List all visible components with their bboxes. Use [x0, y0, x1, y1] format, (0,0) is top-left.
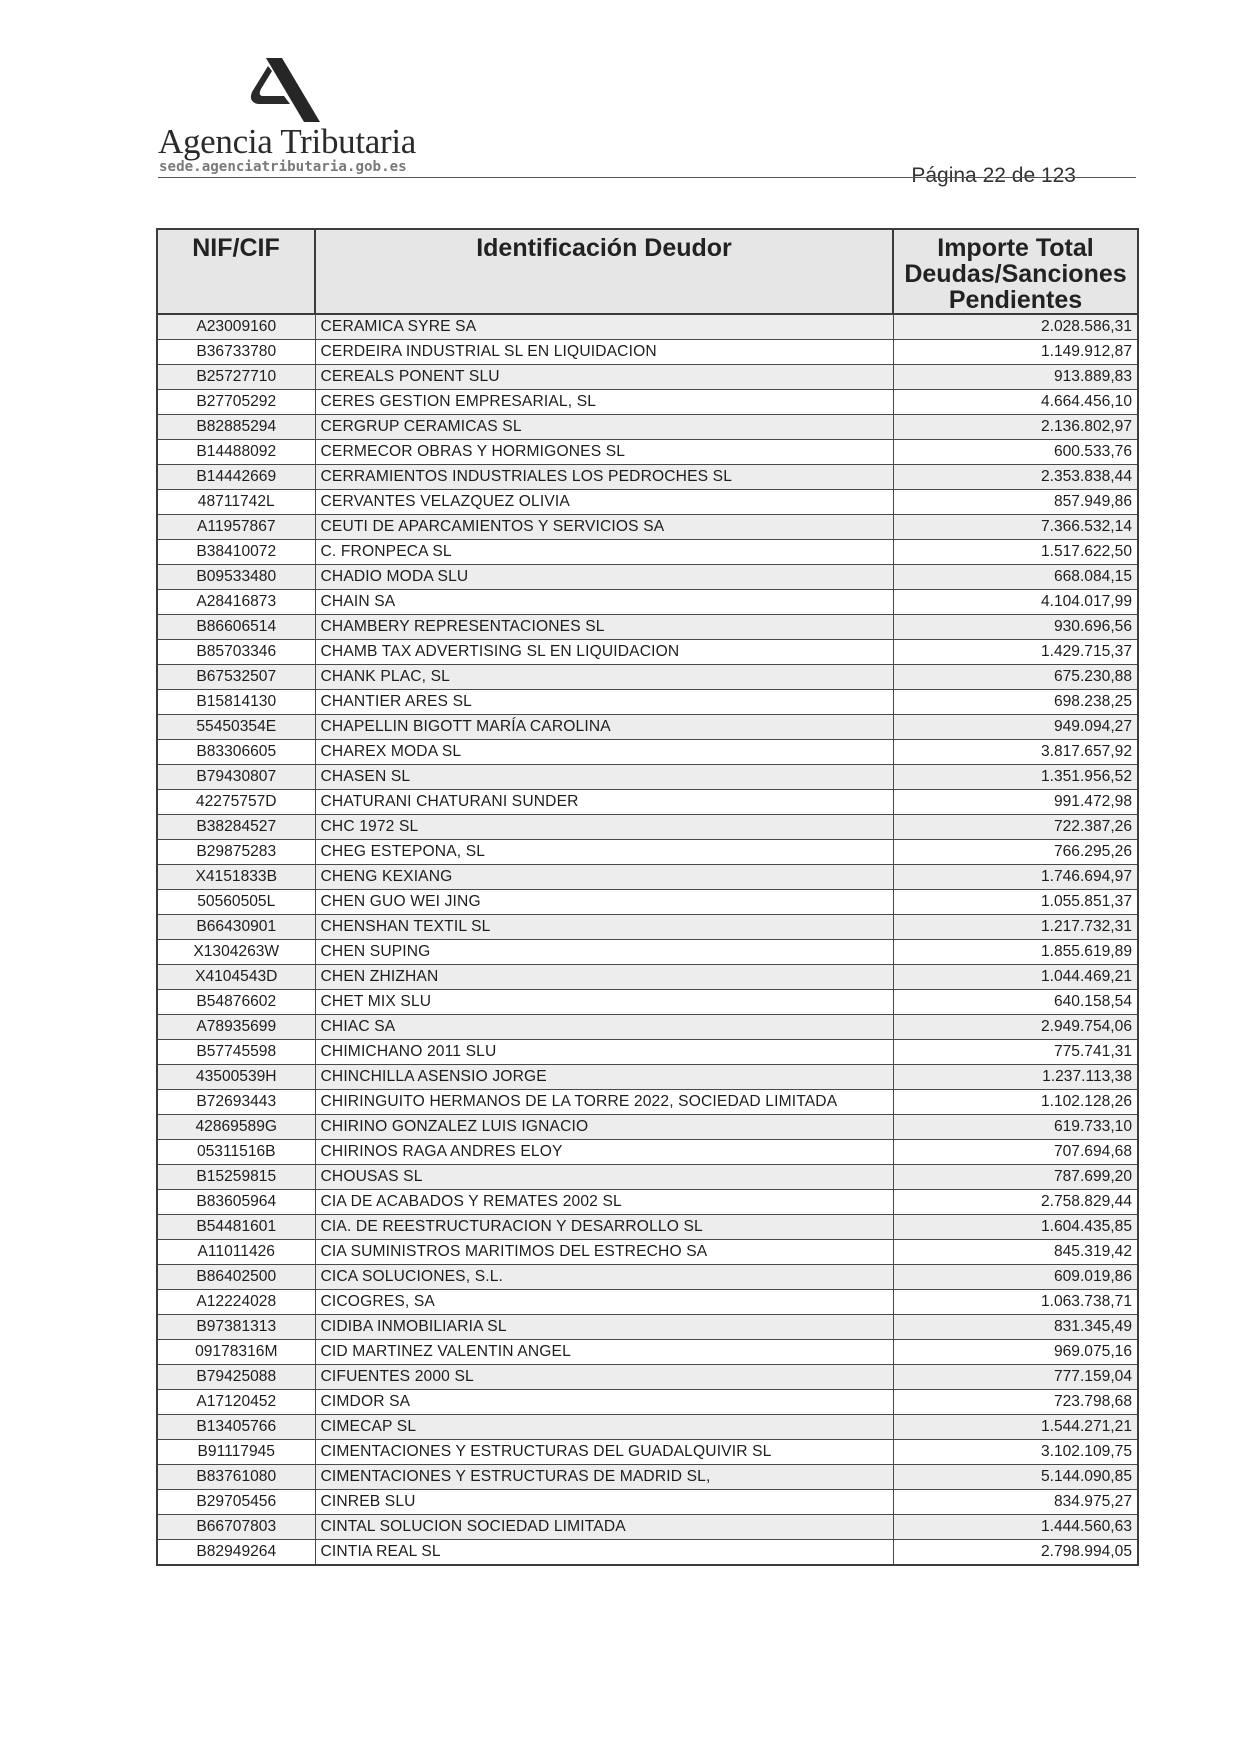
- deudor-cell: CHIRINGUITO HERMANOS DE LA TORRE 2022, SOCIEDAD LIMITADA: [315, 1090, 893, 1115]
- nif-cell: B83761080: [157, 1465, 315, 1490]
- table-row: [157, 890, 1138, 915]
- deudor-cell: CHIAC SA: [315, 1015, 893, 1040]
- nif-cell: A17120452: [157, 1390, 315, 1415]
- page-number: Página 22 de 123: [911, 164, 1076, 187]
- nif-cell: B86402500: [157, 1265, 315, 1290]
- nif-cell: 42869589G: [157, 1115, 315, 1140]
- header-divider: [158, 177, 1136, 178]
- deudor-cell: CINREB SLU: [315, 1490, 893, 1515]
- deudor-cell: C. FRONPECA SL: [315, 540, 893, 565]
- importe-cell: 2.028.586,31: [893, 314, 1138, 340]
- table-row: [157, 515, 1138, 540]
- table-body: [157, 314, 1138, 1565]
- column-header-importe: Importe Total Deudas/Sanciones Pendientes: [893, 229, 1138, 314]
- nif-cell: B97381313: [157, 1315, 315, 1340]
- nif-cell: B79425088: [157, 1365, 315, 1390]
- importe-cell: 698.238,25: [893, 690, 1138, 715]
- table-row: [157, 314, 1138, 340]
- deudor-cell: CIA DE ACABADOS Y REMATES 2002 SL: [315, 1190, 893, 1215]
- table-row: [157, 665, 1138, 690]
- deudor-cell: CIA. DE REESTRUCTURACION Y DESARROLLO SL: [315, 1215, 893, 1240]
- importe-cell: 722.387,26: [893, 815, 1138, 840]
- table-row: [157, 1365, 1138, 1390]
- deudor-cell: CEREALS PONENT SLU: [315, 365, 893, 390]
- table-row: [157, 590, 1138, 615]
- deudor-cell: CICA SOLUCIONES, S.L.: [315, 1265, 893, 1290]
- deudor-cell: CEUTI DE APARCAMIENTOS Y SERVICIOS SA: [315, 515, 893, 540]
- importe-cell: 777.159,04: [893, 1365, 1138, 1390]
- importe-cell: 668.084,15: [893, 565, 1138, 590]
- table-row: [157, 1415, 1138, 1440]
- deudor-cell: CIMDOR SA: [315, 1390, 893, 1415]
- deudor-cell: CIMENTACIONES Y ESTRUCTURAS DEL GUADALQUIVIR SL: [315, 1440, 893, 1465]
- importe-cell: 775.741,31: [893, 1040, 1138, 1065]
- nif-cell: B82949264: [157, 1540, 315, 1566]
- importe-cell: 1.063.738,71: [893, 1290, 1138, 1315]
- nif-cell: 42275757D: [157, 790, 315, 815]
- importe-cell: 675.230,88: [893, 665, 1138, 690]
- table-row: [157, 690, 1138, 715]
- importe-cell: 723.798,68: [893, 1390, 1138, 1415]
- deudor-cell: CHEG ESTEPONA, SL: [315, 840, 893, 865]
- table-row: [157, 640, 1138, 665]
- deudor-cell: CINTIA REAL SL: [315, 1540, 893, 1566]
- nif-cell: B14442669: [157, 465, 315, 490]
- deudor-cell: CHENG KEXIANG: [315, 865, 893, 890]
- nif-cell: B66430901: [157, 915, 315, 940]
- importe-cell: 845.319,42: [893, 1240, 1138, 1265]
- nif-cell: A28416873: [157, 590, 315, 615]
- nif-cell: B83306605: [157, 740, 315, 765]
- deudor-cell: CIMECAP SL: [315, 1415, 893, 1440]
- nif-cell: B38410072: [157, 540, 315, 565]
- deudor-cell: CHAREX MODA SL: [315, 740, 893, 765]
- column-header-deudor: Identificación Deudor: [315, 229, 893, 314]
- table-row: [157, 1315, 1138, 1340]
- importe-cell: 1.746.694,97: [893, 865, 1138, 890]
- deudor-cell: CHEN SUPING: [315, 940, 893, 965]
- deudor-cell: CHOUSAS SL: [315, 1165, 893, 1190]
- importe-cell: 1.102.128,26: [893, 1090, 1138, 1115]
- table-row: [157, 565, 1138, 590]
- nif-cell: B85703346: [157, 640, 315, 665]
- importe-cell: 1.855.619,89: [893, 940, 1138, 965]
- logo-url: sede.agenciatributaria.gob.es: [159, 159, 407, 175]
- deudor-cell: CHIMICHANO 2011 SLU: [315, 1040, 893, 1065]
- nif-cell: B36733780: [157, 340, 315, 365]
- nif-cell: A11011426: [157, 1240, 315, 1265]
- deudor-cell: CHEN GUO WEI JING: [315, 890, 893, 915]
- table-row: [157, 1115, 1138, 1140]
- table-row: [157, 1490, 1138, 1515]
- table-row: [157, 1265, 1138, 1290]
- nif-cell: B86606514: [157, 615, 315, 640]
- table-row: [157, 740, 1138, 765]
- importe-cell: 1.217.732,31: [893, 915, 1138, 940]
- nif-cell: B15259815: [157, 1165, 315, 1190]
- deudores-table: [156, 228, 1139, 1566]
- nif-cell: 55450354E: [157, 715, 315, 740]
- importe-cell: 1.044.469,21: [893, 965, 1138, 990]
- nif-cell: B29875283: [157, 840, 315, 865]
- nif-cell: A78935699: [157, 1015, 315, 1040]
- agencia-tributaria-logo-icon: [246, 58, 320, 122]
- table-header-row: [157, 229, 1138, 314]
- importe-cell: 857.949,86: [893, 490, 1138, 515]
- importe-cell: 619.733,10: [893, 1115, 1138, 1140]
- deudor-cell: CIMENTACIONES Y ESTRUCTURAS DE MADRID SL,: [315, 1465, 893, 1490]
- column-header-nif: NIF/CIF: [157, 229, 315, 314]
- importe-cell: 609.019,86: [893, 1265, 1138, 1290]
- nif-cell: X1304263W: [157, 940, 315, 965]
- importe-cell: 2.798.994,05: [893, 1540, 1138, 1566]
- deudor-cell: CINTAL SOLUCION SOCIEDAD LIMITADA: [315, 1515, 893, 1540]
- nif-cell: B79430807: [157, 765, 315, 790]
- deudor-cell: CERGRUP CERAMICAS SL: [315, 415, 893, 440]
- nif-cell: B57745598: [157, 1040, 315, 1065]
- deudor-cell: CIFUENTES 2000 SL: [315, 1365, 893, 1390]
- table-row: [157, 1090, 1138, 1115]
- deudor-cell: CHAIN SA: [315, 590, 893, 615]
- deudor-cell: CHENSHAN TEXTIL SL: [315, 915, 893, 940]
- deudor-cell: CHIRINOS RAGA ANDRES ELOY: [315, 1140, 893, 1165]
- nif-cell: 50560505L: [157, 890, 315, 915]
- nif-cell: A12224028: [157, 1290, 315, 1315]
- table-row: [157, 1290, 1138, 1315]
- importe-cell: 3.817.657,92: [893, 740, 1138, 765]
- deudor-cell: CERDEIRA INDUSTRIAL SL EN LIQUIDACION: [315, 340, 893, 365]
- deudor-cell: CHIRINO GONZALEZ LUIS IGNACIO: [315, 1115, 893, 1140]
- nif-cell: B38284527: [157, 815, 315, 840]
- nif-cell: B91117945: [157, 1440, 315, 1465]
- nif-cell: B67532507: [157, 665, 315, 690]
- importe-cell: 1.444.560,63: [893, 1515, 1138, 1540]
- deudor-cell: CHASEN SL: [315, 765, 893, 790]
- table-row: [157, 990, 1138, 1015]
- nif-cell: B54481601: [157, 1215, 315, 1240]
- nif-cell: B13405766: [157, 1415, 315, 1440]
- table-row: [157, 865, 1138, 890]
- table-row: [157, 1140, 1138, 1165]
- deudor-cell: CERRAMIENTOS INDUSTRIALES LOS PEDROCHES SL: [315, 465, 893, 490]
- table-row: [157, 490, 1138, 515]
- table-row: [157, 940, 1138, 965]
- deudor-cell: CHET MIX SLU: [315, 990, 893, 1015]
- importe-cell: 1.055.851,37: [893, 890, 1138, 915]
- table-row: [157, 1215, 1138, 1240]
- nif-cell: X4151833B: [157, 865, 315, 890]
- table-row: [157, 1440, 1138, 1465]
- nif-cell: X4104543D: [157, 965, 315, 990]
- importe-cell: 913.889,83: [893, 365, 1138, 390]
- importe-cell: 600.533,76: [893, 440, 1138, 465]
- table-row: [157, 390, 1138, 415]
- deudor-cell: CIA SUMINISTROS MARITIMOS DEL ESTRECHO SA: [315, 1240, 893, 1265]
- table-row: [157, 1240, 1138, 1265]
- importe-cell: 969.075,16: [893, 1340, 1138, 1365]
- deudor-cell: CHAMBERY REPRESENTACIONES SL: [315, 615, 893, 640]
- nif-cell: A23009160: [157, 314, 315, 340]
- logo-name: Agencia Tributaria: [158, 122, 417, 161]
- nif-cell: 05311516B: [157, 1140, 315, 1165]
- importe-cell: 834.975,27: [893, 1490, 1138, 1515]
- table-row: [157, 615, 1138, 640]
- nif-cell: 09178316M: [157, 1340, 315, 1365]
- table-row: [157, 1515, 1138, 1540]
- importe-cell: 1.604.435,85: [893, 1215, 1138, 1240]
- importe-cell: 4.664.456,10: [893, 390, 1138, 415]
- importe-cell: 787.699,20: [893, 1165, 1138, 1190]
- table-row: [157, 440, 1138, 465]
- table-row: [157, 1340, 1138, 1365]
- table-row: [157, 1465, 1138, 1490]
- table-row: [157, 765, 1138, 790]
- importe-cell: 1.149.912,87: [893, 340, 1138, 365]
- importe-cell: 2.949.754,06: [893, 1015, 1138, 1040]
- table-row: [157, 1165, 1138, 1190]
- table-row: [157, 790, 1138, 815]
- deudor-cell: CHATURANI CHATURANI SUNDER: [315, 790, 893, 815]
- table-row: [157, 365, 1138, 390]
- nif-cell: B15814130: [157, 690, 315, 715]
- importe-cell: 5.144.090,85: [893, 1465, 1138, 1490]
- importe-cell: 1.517.622,50: [893, 540, 1138, 565]
- nif-cell: B82885294: [157, 415, 315, 440]
- nif-cell: B66707803: [157, 1515, 315, 1540]
- importe-cell: 949.094,27: [893, 715, 1138, 740]
- deudor-cell: CERMECOR OBRAS Y HORMIGONES SL: [315, 440, 893, 465]
- importe-cell: 2.758.829,44: [893, 1190, 1138, 1215]
- nif-cell: B83605964: [157, 1190, 315, 1215]
- deudor-cell: CID MARTINEZ VALENTIN ANGEL: [315, 1340, 893, 1365]
- importe-cell: 1.237.113,38: [893, 1065, 1138, 1090]
- importe-cell: 2.136.802,97: [893, 415, 1138, 440]
- table-row: [157, 1065, 1138, 1090]
- nif-cell: B29705456: [157, 1490, 315, 1515]
- importe-cell: 707.694,68: [893, 1140, 1138, 1165]
- importe-cell: 7.366.532,14: [893, 515, 1138, 540]
- deudor-cell: CHANTIER ARES SL: [315, 690, 893, 715]
- importe-cell: 991.472,98: [893, 790, 1138, 815]
- deudor-cell: CHAPELLIN BIGOTT MARÍA CAROLINA: [315, 715, 893, 740]
- nif-cell: B27705292: [157, 390, 315, 415]
- deudor-cell: CHEN ZHIZHAN: [315, 965, 893, 990]
- deudor-cell: CERES GESTION EMPRESARIAL, SL: [315, 390, 893, 415]
- importe-cell: 766.295,26: [893, 840, 1138, 865]
- table-row: [157, 1015, 1138, 1040]
- importe-cell: 640.158,54: [893, 990, 1138, 1015]
- deudor-cell: CHAMB TAX ADVERTISING SL EN LIQUIDACION: [315, 640, 893, 665]
- table-row: [157, 840, 1138, 865]
- table-row: [157, 465, 1138, 490]
- importe-cell: 4.104.017,99: [893, 590, 1138, 615]
- nif-cell: B54876602: [157, 990, 315, 1015]
- table-row: [157, 1390, 1138, 1415]
- nif-cell: A11957867: [157, 515, 315, 540]
- nif-cell: B72693443: [157, 1090, 315, 1115]
- importe-cell: 1.351.956,52: [893, 765, 1138, 790]
- nif-cell: B09533480: [157, 565, 315, 590]
- nif-cell: B25727710: [157, 365, 315, 390]
- importe-cell: 1.544.271,21: [893, 1415, 1138, 1440]
- deudor-cell: CICOGRES, SA: [315, 1290, 893, 1315]
- deudor-cell: CHANK PLAC, SL: [315, 665, 893, 690]
- deudor-cell: CERAMICA SYRE SA: [315, 314, 893, 340]
- table-row: [157, 340, 1138, 365]
- importe-cell: 831.345,49: [893, 1315, 1138, 1340]
- importe-cell: 2.353.838,44: [893, 465, 1138, 490]
- table-row: [157, 815, 1138, 840]
- table-row: [157, 965, 1138, 990]
- importe-cell: 930.696,56: [893, 615, 1138, 640]
- importe-cell: 3.102.109,75: [893, 1440, 1138, 1465]
- table-row: [157, 415, 1138, 440]
- table-row: [157, 1040, 1138, 1065]
- table-row: [157, 1190, 1138, 1215]
- nif-cell: 43500539H: [157, 1065, 315, 1090]
- table-row: [157, 1540, 1138, 1566]
- deudor-cell: CIDIBA INMOBILIARIA SL: [315, 1315, 893, 1340]
- deudor-cell: CHINCHILLA ASENSIO JORGE: [315, 1065, 893, 1090]
- table-row: [157, 715, 1138, 740]
- nif-cell: 48711742L: [157, 490, 315, 515]
- page-header: [158, 58, 1158, 187]
- deudor-cell: CHADIO MODA SLU: [315, 565, 893, 590]
- table-row: [157, 915, 1138, 940]
- table-row: [157, 540, 1138, 565]
- nif-cell: B14488092: [157, 440, 315, 465]
- deudor-cell: CHC 1972 SL: [315, 815, 893, 840]
- deudor-cell: CERVANTES VELAZQUEZ OLIVIA: [315, 490, 893, 515]
- importe-cell: 1.429.715,37: [893, 640, 1138, 665]
